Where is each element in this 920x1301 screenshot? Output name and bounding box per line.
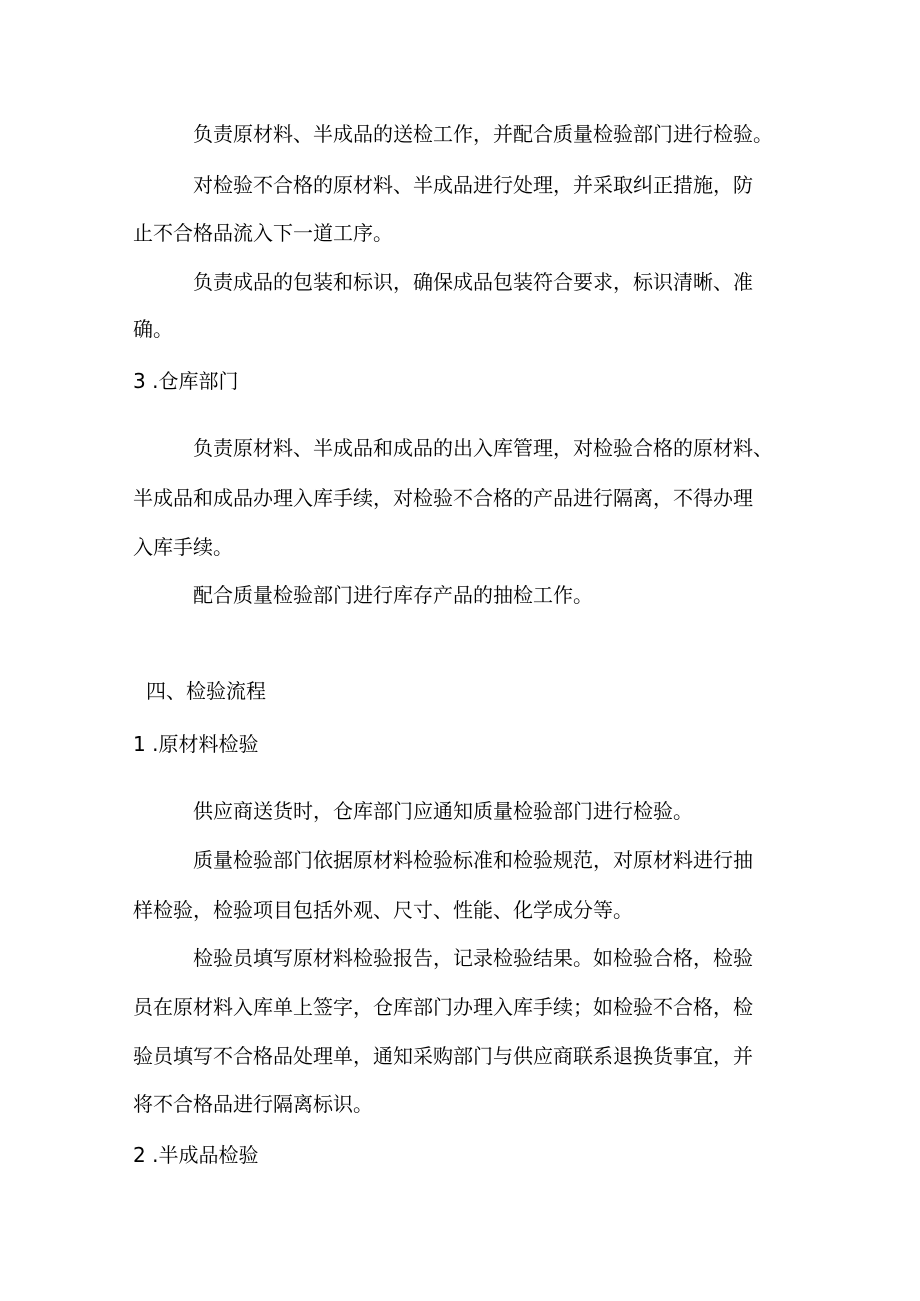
paragraph-line: 负责原材料、半成品和成品的出入库管理，对检验合格的原材料、 — [193, 436, 773, 460]
subsection-heading: 1 .原材料检验 — [133, 732, 259, 756]
paragraph-line: 将不合格品进行隔离标识。 — [133, 1092, 373, 1116]
paragraph-line: 员在原材料入库单上签字，仓库部门办理入库手续；如检验不合格，检 — [133, 995, 753, 1019]
paragraph-line: 样检验，检验项目包括外观、尺寸、性能、化学成分等。 — [133, 898, 633, 922]
paragraph-line: 验员填写不合格品处理单，通知采购部门与供应商联系退换货事宜，并 — [133, 1044, 753, 1068]
paragraph-line: 检验员填写原材料检验报告，记录检验结果。如检验合格，检验 — [193, 946, 753, 970]
paragraph-line: 入库手续。 — [133, 535, 233, 559]
paragraph-line: 负责原材料、半成品的送检工作，并配合质量检验部门进行检验。 — [193, 122, 773, 146]
paragraph-line: 负责成品的包装和标识，确保成品包装符合要求，标识清晰、准 — [193, 270, 753, 294]
paragraph-line: 半成品和成品办理入库手续，对检验不合格的产品进行隔离，不得办理 — [133, 486, 753, 510]
paragraph-line: 确。 — [133, 317, 173, 341]
subsection-heading: 3 .仓库部门 — [133, 369, 239, 393]
paragraph-line: 质量检验部门依据原材料检验标准和检验规范，对原材料进行抽 — [193, 848, 753, 872]
paragraph-line: 止不合格品流入下一道工序。 — [133, 221, 393, 245]
paragraph-line: 对检验不合格的原材料、半成品进行处理，并采取纠正措施，防 — [193, 173, 753, 197]
paragraph-line: 配合质量检验部门进行库存产品的抽检工作。 — [193, 583, 593, 607]
subsection-heading: 2 .半成品检验 — [133, 1143, 259, 1167]
section-heading: 四、检验流程 — [146, 679, 266, 703]
paragraph-line: 供应商送货时，仓库部门应通知质量检验部门进行检验。 — [193, 799, 693, 823]
